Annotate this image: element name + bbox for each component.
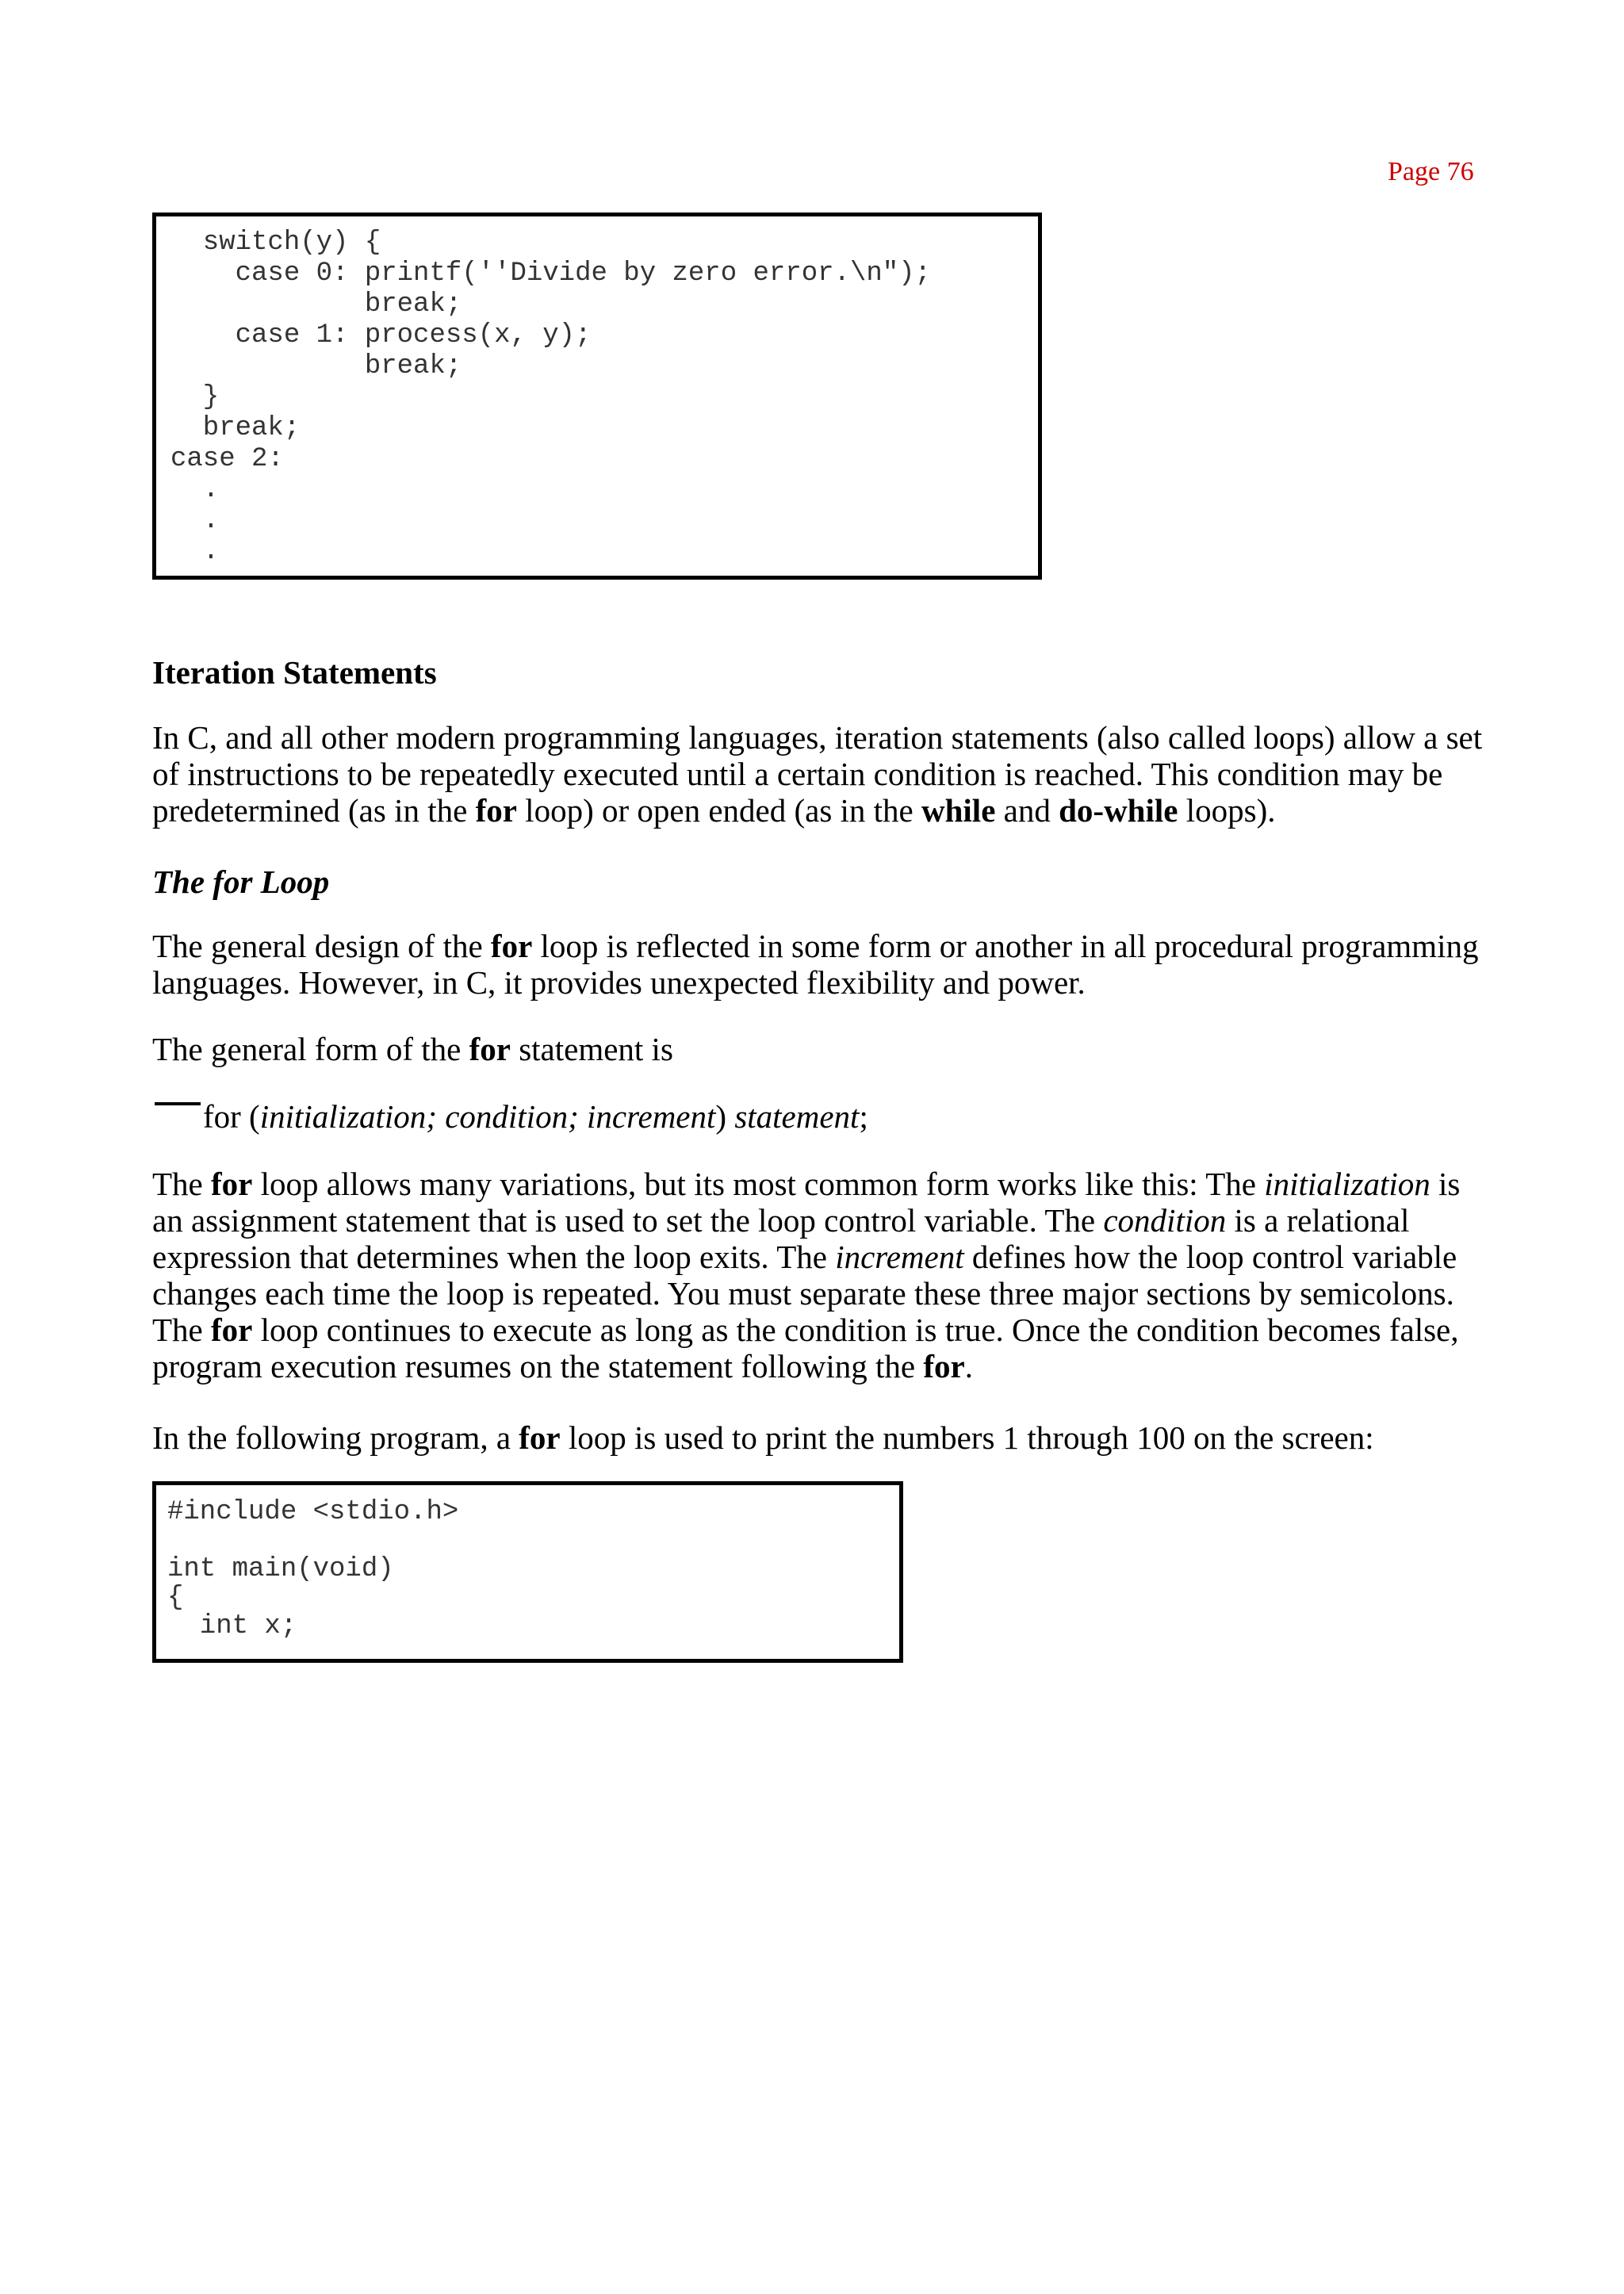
term-initialization: initialization	[1264, 1166, 1431, 1202]
page-number: Page 76	[1388, 157, 1474, 186]
term-condition: condition	[1103, 1202, 1227, 1239]
section-heading: Iteration Statements	[152, 654, 437, 691]
keyword-for: for	[211, 1166, 253, 1202]
keyword-for: for	[519, 1419, 561, 1456]
code-block-include	[152, 1481, 903, 1663]
intro-paragraph: In C, and all other modern programming languages, iteration statements (also called loops) allow a set of instructions to be repeatedly executed until a certain condition is reached. This condition may be predetermined (as in the for loop) or open ended (as in the while and do-while loops).	[152, 719, 1483, 829]
form-rule	[155, 1102, 201, 1105]
subsection-heading: The for Loop	[152, 864, 330, 900]
code-text: switch(y) { case 0: printf(''Divide by zero error.\n"); break; case 1: process(x, y); break; } break; case 2: . . .	[170, 228, 931, 567]
keyword-while: while	[921, 792, 996, 829]
keyword-for: for	[211, 1312, 253, 1348]
keyword-for: for	[923, 1348, 965, 1384]
for-loop-paragraph-1: The general design of the for loop is reflected in some form or another in all procedural programming languages. However, in C, it provides unexpected flexibility and power.	[152, 928, 1479, 1001]
for-loop-paragraph-4: In the following program, a for loop is used to print the numbers 1 through 100 on the screen:	[152, 1419, 1374, 1456]
term-increment: increment	[835, 1239, 964, 1275]
for-loop-paragraph-2: The general form of the for statement is	[152, 1031, 673, 1067]
code-text: #include <stdio.h> int main(void) { int x;	[167, 1497, 459, 1641]
keyword-for: for	[490, 928, 533, 964]
keyword-for: for	[475, 792, 517, 829]
keyword-do-while: do-while	[1059, 792, 1178, 829]
code-block-switch	[152, 213, 1042, 580]
for-loop-paragraph-3: The for loop allows many variations, but its most common form works like this: The initialization is an assignment statement that is used to set the loop control variable. The condition is a relational expression that determines when the loop exits. The increment defines how the loop control variable changes each time the loop is repeated. You must separate these three major sections by semicolons. The for loop continues to execute as long as the condition is true. Once the condition becomes false, program execution resumes on the statement following the for.	[152, 1166, 1461, 1384]
keyword-for: for	[469, 1031, 511, 1067]
for-general-form: for (initialization; condition; increment) statement;	[203, 1098, 868, 1135]
